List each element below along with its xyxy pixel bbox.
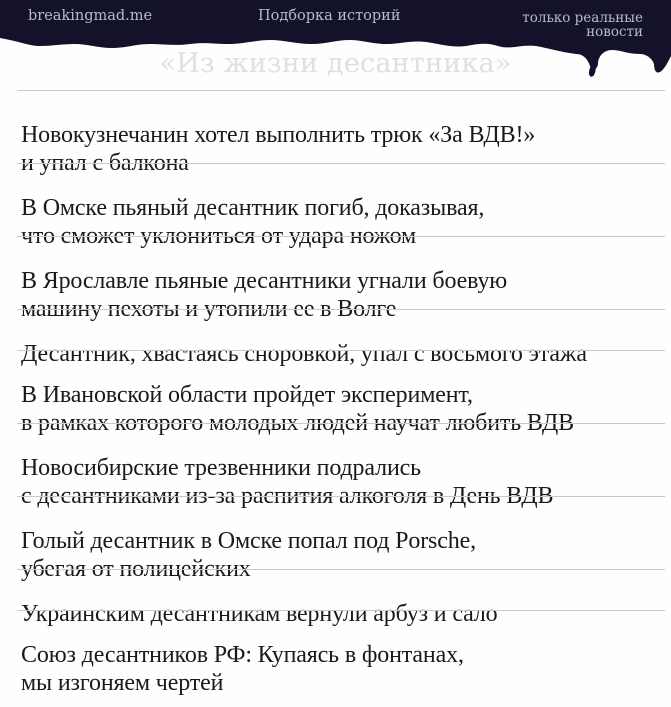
site-tagline: только реальные новости [522, 10, 643, 40]
story-item[interactable] [17, 610, 665, 696]
story-item[interactable] [17, 309, 665, 367]
story-item[interactable] [17, 569, 665, 627]
collection-label: Подборка историй [258, 8, 401, 24]
story-headline: Украинским десантникам вернули арбуз и сало [21, 601, 498, 627]
story-headline: Новосибирские трезвенники подрались с десантниками из-за распития алкоголя в День ВДВ [21, 455, 554, 509]
story-headline: В Омске пьяный десантник погиб, доказывая, что сможет уклониться от удара ножом [21, 195, 485, 249]
story-headline: Голый десантник в Омске попал под Porsche, убегая от полицейских [21, 528, 476, 582]
site-name: breakingmad.me [28, 8, 153, 24]
story-list [17, 90, 665, 696]
story-item[interactable] [17, 423, 665, 509]
story-headline: Новокузнечанин хотел выполнить трюк «За ВДВ!» и упал с балкона [21, 122, 536, 176]
story-item[interactable] [17, 163, 665, 249]
story-headline: Десантник, хвастаясь сноровкой, упал с восьмого этажа [21, 341, 587, 367]
story-item[interactable] [17, 496, 665, 582]
section-title: «Из жизни десантника» [159, 48, 512, 79]
story-item[interactable] [17, 90, 665, 176]
story-item[interactable] [17, 236, 665, 322]
story-headline: В Ивановской области пройдет эксперимент, в рамках которого молодых людей научат любить ВДВ [21, 382, 574, 436]
story-headline: Союз десантников РФ: Купаясь в фонтанах, мы изгоняем чертей [21, 642, 464, 696]
story-headline: В Ярославле пьяные десантники угнали боевую машину пехоты и утопили ее в Волге [21, 268, 508, 322]
story-item[interactable] [17, 350, 665, 436]
